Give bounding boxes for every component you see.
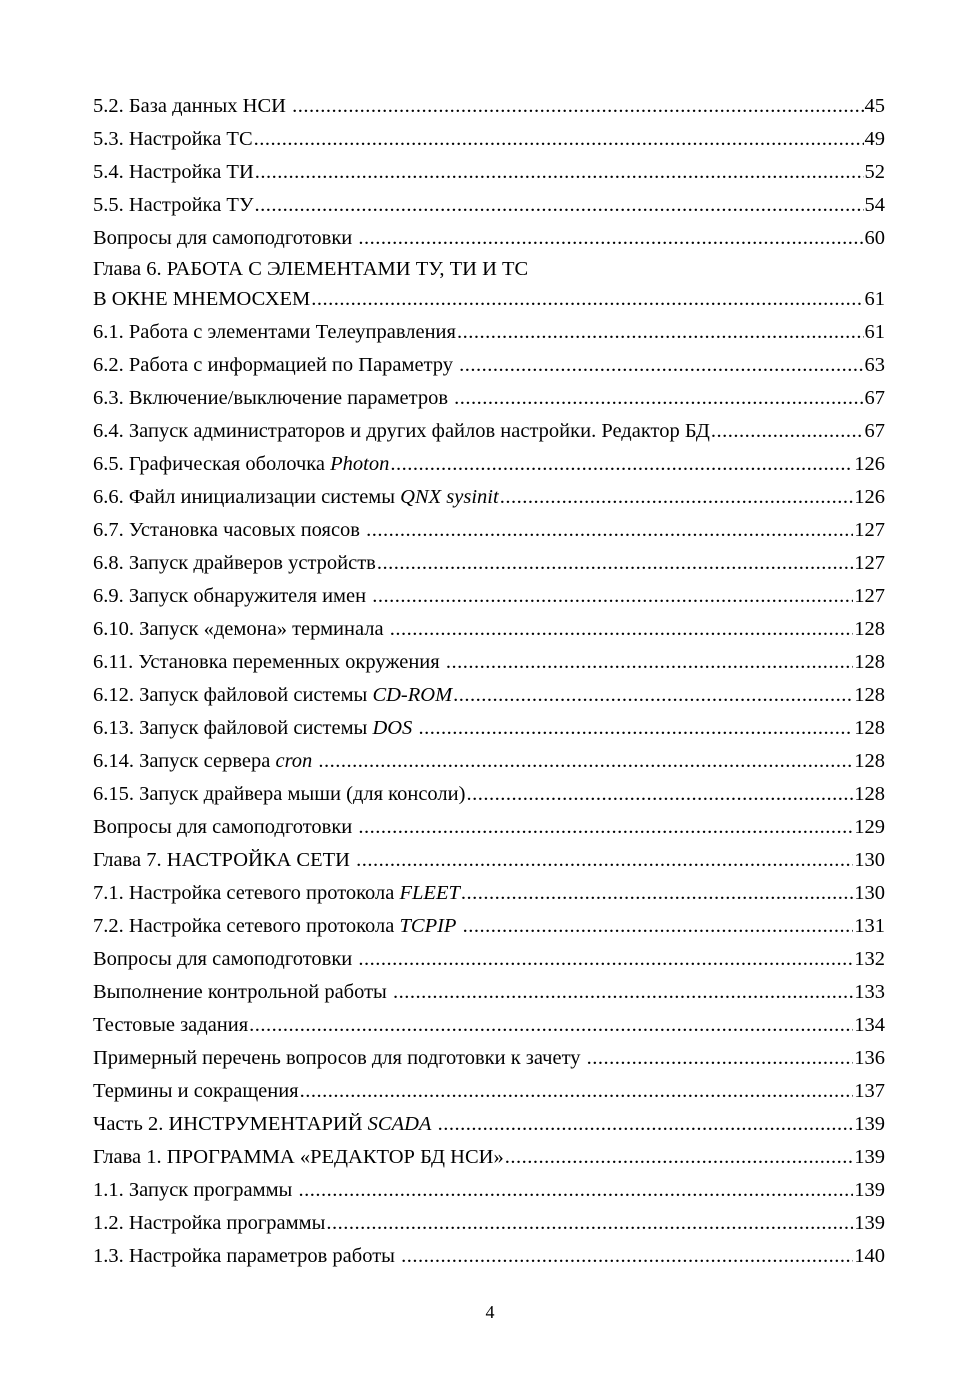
toc-entry-page-number: 128 (854, 651, 885, 673)
dot-leader (466, 778, 853, 811)
toc-entry-title-text: 6.13. Запуск файловой системы (93, 717, 373, 739)
toc-entry-page-number: 63 (864, 354, 885, 376)
toc-entry-title-text: 6.1. Работа с элементами Телеуправления (93, 321, 456, 343)
toc-entry-page-number: 139 (854, 1146, 885, 1168)
toc-entry-title-suffix (412, 717, 417, 739)
toc-entry[interactable] (93, 712, 885, 745)
toc-entry-title-text: 6.15. Запуск драйвера мыши (для консоли) (93, 783, 466, 805)
toc-entry-page-number: 136 (854, 1047, 885, 1069)
toc-entry-title-text: 1.3. Настройка параметров работы (93, 1245, 401, 1267)
toc-entry-page-number: 128 (854, 717, 885, 739)
toc-entry-page-number: 126 (854, 486, 885, 508)
toc-entry-row (93, 712, 885, 745)
toc-entry-title-text: Тестовые задания (93, 1014, 249, 1036)
toc-entry-title (93, 1009, 248, 1042)
toc-entry-title (93, 283, 310, 316)
toc-entry[interactable] (93, 222, 885, 255)
toc-entry-title (93, 1042, 586, 1075)
toc-entry-row (93, 1009, 885, 1042)
toc-entry-page-number: 127 (854, 585, 885, 607)
dot-leader (390, 613, 854, 646)
toc-entry-page-number: 60 (864, 227, 885, 249)
toc-entry[interactable] (93, 189, 885, 222)
toc-entry-page-number: 67 (864, 420, 885, 442)
toc-entry-row (93, 646, 885, 679)
toc-entry-title-italic: FLEET (399, 882, 460, 904)
toc-entry[interactable] (93, 123, 885, 156)
toc-entry-row (93, 877, 885, 910)
toc-entry-title (93, 646, 445, 679)
toc-entry[interactable] (93, 316, 885, 349)
toc-entry-page-number: 137 (854, 1080, 885, 1102)
toc-entry-title (93, 90, 291, 123)
toc-entry-row (93, 811, 885, 844)
toc-entry-title (93, 547, 376, 580)
toc-entry-title-text: Примерный перечень вопросов для подготовки к зачету (93, 1047, 586, 1069)
toc-entry-title-text: 5.5. Настройка ТУ (93, 194, 254, 216)
toc-entry-row (93, 1141, 885, 1174)
toc-entry-row (93, 1042, 885, 1075)
toc-entry-title-suffix (312, 750, 317, 772)
dot-leader (401, 1240, 853, 1273)
dot-leader (249, 1009, 853, 1042)
toc-entry-heading-line: Глава 6. РАБОТА С ЭЛЕМЕНТАМИ ТУ, ТИ И ТС (93, 258, 529, 280)
toc-entry[interactable] (93, 415, 885, 448)
toc-entry-title (93, 679, 452, 712)
toc-entry-title-text: 1.2. Настройка программы (93, 1212, 326, 1234)
toc-entry-page-number: 45 (864, 95, 885, 117)
toc-entry-page-number: 61 (864, 321, 885, 343)
toc-entry-row (93, 1075, 885, 1108)
toc-entry-title-text: Вопросы для самоподготовки (93, 227, 358, 249)
toc-entry[interactable] (93, 613, 885, 646)
toc-entry-title (93, 189, 253, 222)
dot-leader (358, 811, 853, 844)
toc-entry-page-number: 128 (854, 783, 885, 805)
toc-entry-title (93, 448, 389, 481)
dot-leader (298, 1174, 853, 1207)
toc-entry-row (93, 1108, 885, 1141)
toc-entry-page-number: 49 (864, 128, 885, 150)
toc-entry-title (93, 1141, 504, 1174)
toc-entry-row (93, 349, 885, 382)
toc-entry-title-text: 1.1. Запуск программы (93, 1179, 298, 1201)
toc-entry-page-number: 128 (854, 750, 885, 772)
toc-entry-title-italic: CD-ROM (372, 684, 453, 706)
toc-entry-title (93, 415, 710, 448)
toc-entry-row (93, 943, 885, 976)
toc-entry-title (93, 712, 417, 745)
toc-entry-title-text: 6.5. Графическая оболочка (93, 453, 331, 475)
toc-entry-title-suffix (456, 915, 461, 937)
toc-entry-title (93, 811, 357, 844)
toc-entry[interactable] (93, 745, 885, 778)
toc-entry-page-number: 130 (854, 849, 885, 871)
toc-entry-title (93, 613, 389, 646)
toc-entry[interactable] (93, 646, 885, 679)
toc-entry-title (93, 1108, 437, 1141)
toc-entry-title (93, 943, 357, 976)
dot-leader (356, 844, 853, 877)
toc-entry-row (93, 547, 885, 580)
toc-entry-row (93, 481, 885, 514)
toc-entry-row (93, 1207, 885, 1240)
toc-entry-page-number: 139 (854, 1179, 885, 1201)
dot-leader (454, 382, 863, 415)
dot-leader (587, 1042, 854, 1075)
toc-entry-row (93, 123, 885, 156)
dot-leader (438, 1108, 854, 1141)
toc-entry[interactable] (93, 1042, 885, 1075)
toc-entry-title (93, 123, 253, 156)
toc-entry-row (93, 90, 885, 123)
toc-entry-title-text: 6.8. Запуск драйверов устройств (93, 552, 376, 574)
toc-entry-title (93, 1075, 299, 1108)
toc-entry-title (93, 1240, 400, 1273)
toc-entry-page-number: 131 (854, 915, 885, 937)
toc-entry-page-number: 130 (854, 882, 885, 904)
toc-entry[interactable] (93, 349, 885, 382)
toc-entry-title-text: 6.14. Запуск сервера (93, 750, 276, 772)
toc-entry-page-number: 133 (854, 981, 885, 1003)
toc-entry[interactable] (93, 382, 885, 415)
dot-leader (505, 1141, 854, 1174)
dot-leader (254, 123, 864, 156)
toc-entry[interactable] (93, 910, 885, 943)
toc-entry-page-number: 139 (854, 1212, 885, 1234)
toc-entry-title-italic: Photon (330, 453, 390, 475)
toc-entry-title-text: 6.4. Запуск администраторов и других файлов настройки. Редактор БД (93, 420, 710, 442)
toc-entry-title-italic: SCADA (367, 1113, 432, 1135)
toc-entry-title (93, 778, 465, 811)
toc-entry-title (93, 156, 254, 189)
toc-entry-title-text: 6.3. Включение/выключение параметров (93, 387, 454, 409)
toc-entry-title (93, 316, 456, 349)
toc-entry-page-number: 61 (864, 288, 885, 310)
dot-leader (500, 481, 854, 514)
toc-entry-title-text: Вопросы для самоподготовки (93, 948, 358, 970)
toc-entry[interactable] (93, 1207, 885, 1240)
toc-entry-title-text: 6.9. Запуск обнаружителя имен (93, 585, 372, 607)
toc-entry-title (93, 481, 499, 514)
toc-entry-page-number: 128 (854, 618, 885, 640)
dot-leader (366, 514, 853, 547)
toc-entry[interactable] (93, 679, 885, 712)
toc-entry[interactable] (93, 156, 885, 189)
toc-entry[interactable] (93, 811, 885, 844)
toc-entry[interactable] (93, 1075, 885, 1108)
toc-entry[interactable] (93, 1141, 885, 1174)
toc-entry-row (93, 156, 885, 189)
toc-entry[interactable] (93, 255, 885, 316)
toc-entry-title-text: В ОКНЕ МНЕМОСХЕМ (93, 288, 311, 310)
toc-entry-row (93, 415, 885, 448)
dot-leader (711, 415, 864, 448)
toc-entry-row (93, 1240, 885, 1273)
toc-entry-row (93, 679, 885, 712)
toc-entry-title-italic: cron (275, 750, 313, 772)
toc-entry-title-text: 6.12. Запуск файловой системы (93, 684, 373, 706)
toc-entry-page-number: 52 (864, 161, 885, 183)
toc-entry[interactable] (93, 90, 885, 123)
table-of-contents (93, 90, 885, 1273)
dot-leader (457, 316, 864, 349)
toc-entry-title (93, 976, 392, 1009)
toc-entry-title-italic: TCPIP (399, 915, 457, 937)
toc-entry-title-text: 5.3. Настройка ТС (93, 128, 253, 150)
dot-leader (254, 189, 863, 222)
dot-leader (446, 646, 853, 679)
dot-leader (358, 943, 853, 976)
toc-entry-title-text: 6.10. Запуск «демона» терминала (93, 618, 389, 640)
toc-entry-page-number: 134 (854, 1014, 885, 1036)
toc-entry-title (93, 1174, 297, 1207)
toc-entry-row (93, 514, 885, 547)
toc-entry[interactable] (93, 844, 885, 877)
toc-entry[interactable] (93, 1240, 885, 1273)
toc-entry-title (93, 349, 458, 382)
dot-leader (358, 222, 863, 255)
toc-entry-title-text: 6.6. Файл инициализации системы (93, 486, 401, 508)
toc-entry-row (93, 745, 885, 778)
toc-entry-title (93, 877, 460, 910)
dot-leader (390, 448, 853, 481)
toc-entry-row (93, 910, 885, 943)
toc-entry-page-number: 129 (854, 816, 885, 838)
toc-entry[interactable] (93, 1108, 885, 1141)
toc-entry[interactable] (93, 448, 885, 481)
toc-entry-row (93, 382, 885, 415)
dot-leader (393, 976, 853, 1009)
dot-leader (300, 1075, 854, 1108)
toc-entry-title (93, 1207, 325, 1240)
toc-entry[interactable] (93, 580, 885, 613)
toc-entry-row (93, 1174, 885, 1207)
toc-entry-page-number: 140 (854, 1245, 885, 1267)
toc-entry-row (93, 189, 885, 222)
page-number: 4 (485, 1302, 495, 1322)
toc-entry[interactable] (93, 877, 885, 910)
toc-entry-row (93, 316, 885, 349)
toc-entry-row (93, 613, 885, 646)
toc-entry-page-number: 126 (854, 453, 885, 475)
toc-entry-title (93, 580, 371, 613)
toc-entry-title-italic: QNX sysinit (400, 486, 499, 508)
toc-entry-row (93, 778, 885, 811)
toc-entry-title (93, 844, 355, 877)
dot-leader (372, 580, 853, 613)
toc-entry[interactable] (93, 514, 885, 547)
toc-entry-title-text: Вопросы для самоподготовки (93, 816, 358, 838)
toc-entry-title-text: 6.2. Работа с информацией по Параметру (93, 354, 459, 376)
toc-entry-title-text: Выполнение контрольной работы (93, 981, 392, 1003)
toc-entry[interactable] (93, 547, 885, 580)
dot-leader (463, 910, 854, 943)
toc-entry-row (93, 283, 885, 316)
toc-entry-page-number: 128 (854, 684, 885, 706)
toc-entry-title (93, 910, 462, 943)
toc-entry-title-suffix (431, 1113, 436, 1135)
toc-entry-row (93, 222, 885, 255)
dot-leader (418, 712, 853, 745)
toc-entry-row (93, 976, 885, 1009)
toc-entry-title-text: 6.11. Установка переменных окружения (93, 651, 445, 673)
toc-entry-title-text: 7.2. Настройка сетевого протокола (93, 915, 400, 937)
toc-entry-title (93, 222, 357, 255)
dot-leader (453, 679, 853, 712)
toc-entry-row (93, 844, 885, 877)
toc-entry[interactable] (93, 943, 885, 976)
dot-leader (459, 349, 863, 382)
toc-entry-title-text: 7.1. Настройка сетевого протокола (93, 882, 400, 904)
toc-entry-title-text: Глава 7. НАСТРОЙКА СЕТИ (93, 849, 356, 871)
toc-entry-title-text: 5.2. База данных НСИ (93, 95, 292, 117)
toc-entry-title-text: 6.7. Установка часовых поясов (93, 519, 366, 541)
toc-entry-page-number: 139 (854, 1113, 885, 1135)
toc-entry-page-number: 127 (854, 519, 885, 541)
toc-entry-title-italic: DOS (372, 717, 413, 739)
dot-leader (377, 547, 853, 580)
toc-entry-title-text: Глава 1. ПРОГРАММА «РЕДАКТОР БД НСИ» (93, 1146, 504, 1168)
toc-entry[interactable] (93, 1009, 885, 1042)
toc-entry-row (93, 448, 885, 481)
toc-entry[interactable] (93, 481, 885, 514)
toc-entry-title-text: 5.4. Настройка ТИ (93, 161, 254, 183)
dot-leader (318, 745, 853, 778)
toc-entry[interactable] (93, 976, 885, 1009)
toc-entry-page-number: 54 (864, 194, 885, 216)
toc-entry-page-number: 127 (854, 552, 885, 574)
dot-leader (326, 1207, 853, 1240)
toc-entry-title-text: Термины и сокращения (93, 1080, 299, 1102)
dot-leader (461, 877, 853, 910)
toc-entry-page-number: 132 (854, 948, 885, 970)
dot-leader (292, 90, 863, 123)
toc-entry-title (93, 745, 317, 778)
toc-entry-title (93, 382, 453, 415)
toc-entry-title (93, 514, 365, 547)
toc-entry-title-text: Часть 2. ИНСТРУМЕНТАРИЙ (93, 1113, 368, 1135)
dot-leader (311, 283, 863, 316)
toc-entry[interactable] (93, 1174, 885, 1207)
toc-entry-page-number: 67 (864, 387, 885, 409)
dot-leader (255, 156, 864, 189)
toc-entry[interactable] (93, 778, 885, 811)
toc-entry-row (93, 580, 885, 613)
